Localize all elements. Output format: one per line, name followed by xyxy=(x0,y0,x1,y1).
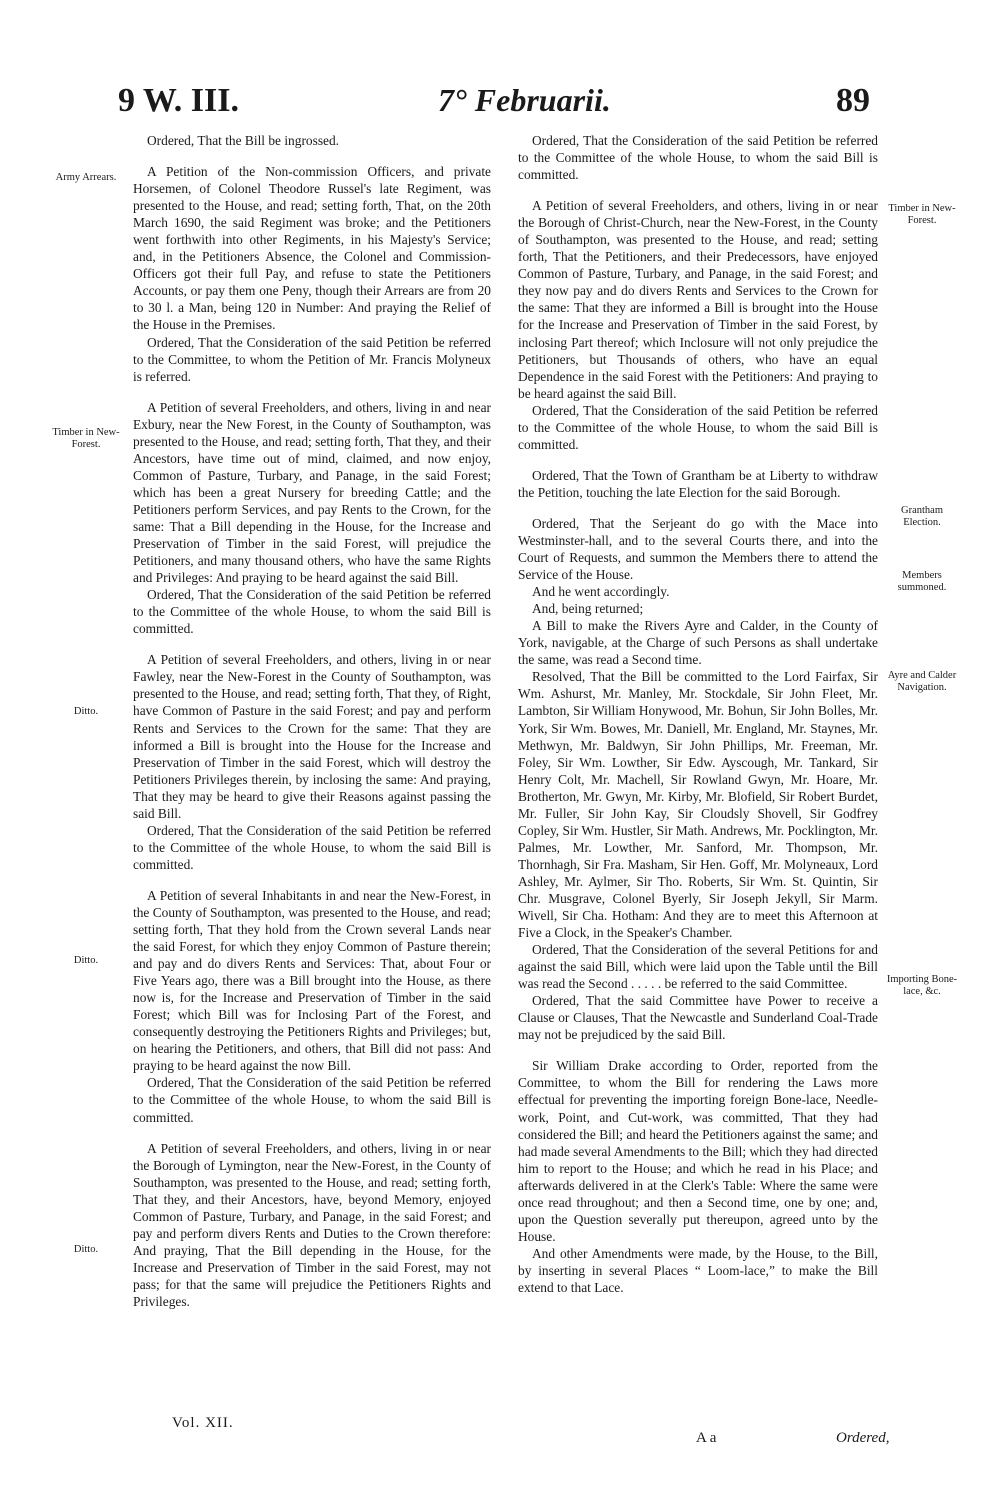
right-para-went: And he went accordingly. xyxy=(532,584,670,600)
margin-note-timber-left: Timber in New-Forest. xyxy=(52,427,120,450)
margin-note-importing: Importing Bone-lace, &c. xyxy=(886,974,958,997)
margin-note-army-arrears: Army Arrears. xyxy=(55,172,117,183)
volume-label: Vol. XII. xyxy=(172,1415,234,1431)
left-para-ordered-4: Ordered, That the Consideration of the said Petition be referred to the Committee of the whole House, to whom the said Bill is committed. xyxy=(133,1075,491,1125)
left-para-lymington-petition: A Petition of several Freeholders, and others, living in or near the Borough of Lymington, near the New-Forest, in the County of Southampton, was presented to the House, and read; setting forth, That they, and their Ancestors, have, beyond Memory, enjoyed Common of Pasture, Turbary, and Panage, in the said Forest; and pay and perform divers Rents and Duties to the Crown therefore: And praying, That the Bill depending in the House, for the Increase and Preservation of Timber in the said Forest, may not pass; for that the same will prejudice the Petitioners Rights and Privileges. xyxy=(133,1140,491,1309)
left-para-ordered-ingrossed: Ordered, That the Bill be ingrossed. xyxy=(147,133,340,148)
right-para-resolved-committee: Resolved, That the Bill be committed to the Lord Fairfax, Sir Wm. Ashurst, Mr. Manley, Mr. Stockdale, Sir John Fleet, Mr. Lambton, Sir William Honywood, Mr. Bohun, Sir John Bolles, Mr. York, Sir Wm. Bowes, Mr. Daniell, Mr. England, Mr. Staynes, Mr. Methwyn, Mr. Baldwyn, Sir John Phillips, Mr. Freeman, Mr. Foley, Sir Wm. Lowther, Sir Edw. Ayscough, Mr. Tankard, Sir Henry Colt, Mr. Machell, Sir Rowland Gwyn, Mr. Hoare, Mr. Brotherton, Mr. Gwyn, Mr. Kirby, Mr. Blofield, Sir Robert Burdet, Mr. Fuller, Sir John Kay, Sir Cloudsly Shovell, Sir Godfrey Copley, Sir Wm. Hustler, Sir Math. Andrews, Mr. Pocklington, Mr. Palmes, Mr. Lowther, Mr. Sanford, Mr. Thompson, Mr. Thornhagh, Sir Fra. Masham, Sir Hen. Goff, Mr. Molyneaux, Lord Ashley, Mr. Aylmer, Sir Tho. Roberts, Sir Wm. St. Quintin, Sir Chr. Musgrave, Colonel Byerly, Sir Joseph Jekyll, Sir Marm. Wivell, Sir Cha. Hotham: And they are to meet this Afternoon at Five a Clock, in the Speaker's Chamber. xyxy=(518,669,878,941)
session-date: 7° Februarii. xyxy=(438,82,611,118)
right-column xyxy=(518,132,878,1296)
right-para-christchurch-petition: A Petition of several Freeholders, and others, living in or near the Borough of Christ-Church, near the New-Forest, in the County of Southampton, was presented to the House, and read; setting forth, That the Petitioners, and their Predecessors, have enjoyed Common of Pasture, Turbary, and Panage, in the said Forest; and they now pay and do divers Rents and Services to the Crown for the same: That they are informed a Bill is brought into the House for the Increase and Preservation of Timber in the said Forest, by inclosing Part thereof; which Inclosure will not only prejudice the Petitioners, but Thousands of others, who have an equal Dependence in the said Forest with the Petitioners: And praying to be heard against the said Bill. xyxy=(518,198,878,401)
margin-note-ditto-2: Ditto. xyxy=(73,955,99,966)
left-para-ordered-3: Ordered, That the Consideration of the said Petition be referred to the Committee of the whole House, to whom the said Bill is committed. xyxy=(133,822,491,872)
left-para-fawley-petition: A Petition of several Freeholders, and others, living in or near Fawley, near the New-Forest in the County of Southampton, was presented to the House, and read; setting forth, That they, of Right, have Common of Pasture in the said Forest; and pay and perform Rents and Services to the Crown for the same: That they are informed a Bill is brought into the House for the Increase and Preservation of Timber in the said Forest, which will destroy the Petitioners Privileges therein, by inclosing the same: And praying, That they may be heard to give their Reasons against passing the said Bill. xyxy=(133,652,491,821)
left-para-ordered-1: Ordered, That the Consideration of the said Petition be referred to the Committee, to whom the Petition of Mr. Francis Molyneux is referred. xyxy=(133,334,491,384)
right-para-returned: And, being returned; xyxy=(532,601,644,617)
right-para-serjeant: Ordered, That the Serjeant do go with the Mace into Westminster-hall, and to the several Courts there, and into the Court of Requests, and summon the Members there to attend the Service of the House. xyxy=(518,515,878,583)
left-para-ordered-2: Ordered, That the Consideration of the said Petition be referred to the Committee of the whole House, to whom the said Bill is committed. xyxy=(133,587,491,637)
right-para-drake-report: Sir William Drake according to Order, reported from the Committee, to whom the Bill for rendering the Laws more effectual for preventing the importing foreign Bone-lace, Needle-work, Point, and Cut-work, was committed, That they had considered the Bill; and heard the Petitioners against the same; and had made several Amendments to the Bill; which they had directed him to report to the House; and which he read in his Place; and afterwards delivered in at the Clerk's Table: Where the same were once read throughout; and then a Second time, one by one; and, upon the Question severally put thereupon, agreed unto by the House. xyxy=(518,1058,878,1244)
right-para-grantham: Ordered, That the Town of Grantham be at Liberty to withdraw the Petition, touching the late Election for the said Borough. xyxy=(518,467,878,500)
catchword: Ordered, xyxy=(836,1430,890,1446)
signature-mark: A a xyxy=(696,1430,717,1446)
right-para-ordered-petitions: Ordered, That the Consideration of the several Petitions for and against the said Bill, which were laid upon the Table until the Bill was read the Second . . . . . be referred to the said Committee. xyxy=(518,942,878,992)
margin-note-ditto-1: Ditto. xyxy=(73,706,99,717)
left-para-army-petition: A Petition of the Non-commission Officers, and private Horsemen, of Colonel Theodore Russel's late Regiment, was presented to the House, and read; setting forth, That, on the 20th March 1690, the said Regiment was broke; and the Petitioners went forthwith into other Regiments, in his Majesty's Service; and, in the Petitioners Absence, the Colonel and Commission-Officers got their full Pay, and refuse to state the Petitioners Accounts, or pay them one Peny, though their Arrears are from 20 to 30 l. a Man, being 120 in Number: And praying the Relief of the House in the Premises. xyxy=(133,164,491,333)
margin-note-members: Members summoned. xyxy=(897,570,947,593)
right-para-ordered-2: Ordered, That the Consideration of the said Petition be referred to the Committee of the whole House, to whom the said Bill is committed. xyxy=(518,402,878,452)
page-header xyxy=(0,82,992,132)
margin-note-ditto-3: Ditto. xyxy=(73,1244,99,1255)
page-number: 89 xyxy=(836,82,870,119)
right-para-ordered-1: Ordered, That the Consideration of the said Petition be referred to the Committee of the whole House, to whom the said Bill is committed. xyxy=(518,133,878,183)
margin-note-timber-right: Timber in New-Forest. xyxy=(888,203,956,226)
regnal-year: 9 W. III. xyxy=(118,82,239,119)
left-para-inhabitants-petition: A Petition of several Inhabitants in and near the New-Forest, in the County of Southampton, was presented to the House, and read; setting forth, That they hold from the Crown several Lands near the said Forest, for which they enjoy Common of Pasture therein; and pay and do divers Rents and Services: That, about Four or Five Years ago, there was a Bill brought into the House, as there now is, for the Increase and Preservation of Timber in the said Forest; which Bill was for Inclosing Part of the Forest, and consequently destroying the Petitioners Rights and Privileges; but, on hearing the Petitioners, and others, that Bill did not pass: And praying to be heard against the now Bill. xyxy=(133,887,491,1074)
margin-note-ayre: Ayre and Calder Navigation. xyxy=(887,670,957,693)
right-para-ordered-coal: Ordered, That the said Committee have Power to receive a Clause or Clauses, That the Newcastle and Sunderland Coal-Trade may not be prejudiced by the said Bill. xyxy=(518,993,878,1043)
left-para-exbury-petition: A Petition of several Freeholders, and others, living in and near Exbury, near the New Forest, in the County of Southampton, was presented to the House, and read; setting forth, That they, and their Ancestors, have time out of mind, claimed, and now enjoy, Common of Pasture, Turbary, and Panage, in the said Forest; which has been a great Nursery for breeding Cattle; and the Petitioners perform Services, and pay Rents to the Crown, for the same: That a Bill depending in the House, for the Increase and Preservation of Timber in the said Forest, will prejudice the Petitioners, and many thousand others, who have the same Rights and Privileges: And praying to be heard against the said Bill. xyxy=(133,399,491,586)
right-para-amendments: And other Amendments were made, by the House, to the Bill, by inserting in several Places “ Loom-lace,” to make the Bill extend to that Lace. xyxy=(518,1245,878,1295)
left-column xyxy=(133,132,491,1310)
right-para-ayre-bill: A Bill to make the Rivers Ayre and Calder, in the County of York, navigable, at the Charge of such Persons as shall undertake the same, was read a Second time. xyxy=(518,618,878,668)
margin-note-grantham: Grantham Election. xyxy=(901,505,943,528)
